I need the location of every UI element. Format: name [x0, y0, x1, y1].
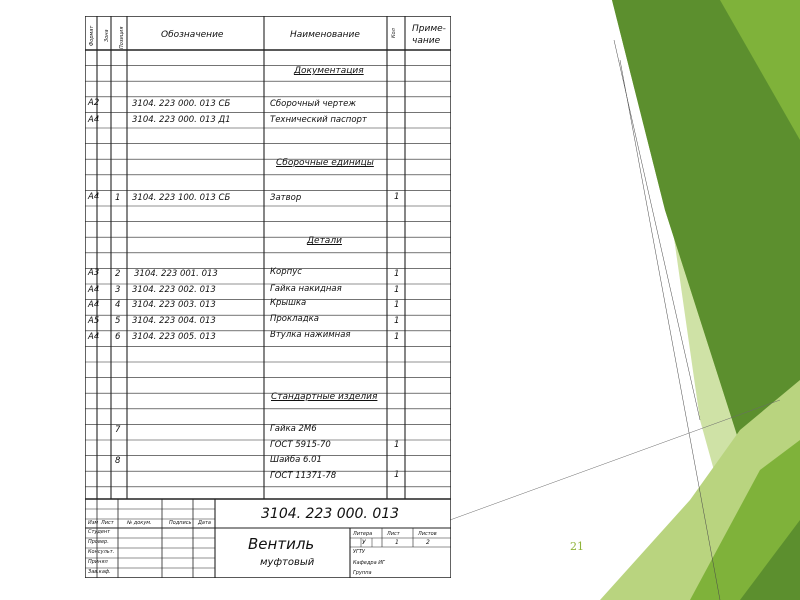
- row-4-pos: 2: [115, 269, 121, 279]
- tb-litera-label: Литера: [353, 531, 373, 537]
- row-6-qty: 1: [394, 300, 400, 310]
- row-1-designation: 3104. 223 000. 013 СБ: [132, 99, 231, 109]
- header-position: Позиция: [119, 26, 125, 49]
- title-block-subtitle: муфтовый: [260, 557, 315, 568]
- header-format: Формат: [89, 25, 95, 46]
- row-10-name: ГОСТ 5915-70: [270, 440, 331, 450]
- row-8-pos: 6: [115, 332, 121, 342]
- row-5-qty: 1: [394, 285, 400, 295]
- row-4-qty: 1: [394, 269, 400, 279]
- row-8-qty: 1: [394, 332, 400, 342]
- row-7-format: А5: [88, 316, 100, 326]
- tb-col-list: Лист: [101, 520, 114, 526]
- header-designation: Обозначение: [161, 30, 224, 40]
- row-9-name: Гайка 2М6: [270, 424, 317, 434]
- row-3-designation: 3104. 223 100. 013 СБ: [132, 193, 231, 203]
- tb-sheets-value: 2: [426, 539, 430, 546]
- row-10-qty: 1: [394, 440, 400, 450]
- tb-group: Группа: [353, 570, 372, 576]
- row-12-qty: 1: [394, 470, 400, 480]
- row-11-name: Шайба 6.01: [270, 455, 322, 465]
- row-8-name: Втулка нажимная: [270, 330, 351, 340]
- row-8-designation: 3104. 223 005. 013: [132, 332, 216, 342]
- row-4-format: А3: [88, 268, 100, 278]
- header-zone: Зона: [104, 29, 110, 42]
- tb-col-sign: Подпись: [169, 520, 192, 526]
- row-11-pos: 8: [115, 456, 121, 466]
- tb-sheet-label: Лист: [387, 531, 400, 537]
- row-6-format: А4: [88, 300, 100, 310]
- specification-sheet: [85, 16, 451, 578]
- row-5-designation: 3104. 223 002. 013: [132, 285, 216, 295]
- row-2-designation: 3104. 223 000. 013 Д1: [132, 115, 231, 125]
- title-block-code: 3104. 223 000. 013: [261, 506, 400, 522]
- row-2-name: Технический паспорт: [270, 115, 367, 125]
- tb-role-checked: Провер.: [88, 539, 109, 545]
- row-3-name: Затвор: [270, 193, 302, 203]
- tb-col-doc: № докум.: [127, 520, 152, 526]
- row-3-format: А4: [88, 192, 100, 202]
- header-note-2: чание: [412, 36, 441, 46]
- tb-litera-value: У: [362, 539, 366, 546]
- tb-role-student: Студент: [88, 529, 111, 535]
- tb-dept: Кафедра ИГ: [353, 560, 385, 566]
- row-4-name: Корпус: [270, 267, 302, 277]
- row-1-format: А2: [88, 98, 100, 108]
- row-2-format: А4: [88, 115, 100, 125]
- tb-role-head: Зав.каф.: [88, 569, 111, 575]
- tb-col-date: Дата: [198, 520, 211, 526]
- title-block-title: Вентиль: [248, 535, 315, 553]
- section-documentation: Документация: [294, 66, 364, 76]
- row-8-format: А4: [88, 332, 100, 342]
- row-6-name: Крышка: [270, 298, 307, 308]
- section-parts: Детали: [307, 236, 342, 246]
- row-4-designation: 3104. 223 001. 013: [134, 269, 218, 279]
- section-assemblies: Сборочные единицы: [276, 158, 374, 168]
- tb-sheets-label: Листов: [418, 531, 437, 537]
- tb-role-consult: Консульт.: [88, 549, 115, 555]
- row-7-pos: 5: [115, 316, 121, 326]
- row-3-qty: 1: [394, 192, 400, 202]
- row-9-pos: 7: [115, 425, 121, 435]
- tb-role-accepted: Принял: [88, 559, 108, 565]
- tb-col-izm: Изм: [88, 520, 99, 526]
- slide-number: 21: [570, 540, 584, 553]
- header-qty: Кол: [391, 28, 397, 38]
- row-12-name: ГОСТ 11371-78: [270, 471, 337, 481]
- tb-org: УГТУ: [353, 549, 365, 555]
- section-standard: Стандартные изделия: [271, 392, 378, 402]
- row-5-pos: 3: [115, 285, 121, 295]
- row-7-designation: 3104. 223 004. 013: [132, 316, 216, 326]
- tb-sheet-value: 1: [395, 539, 399, 546]
- row-6-pos: 4: [115, 300, 121, 310]
- row-5-format: А4: [88, 285, 100, 295]
- row-1-name: Сборочный чертеж: [270, 99, 356, 109]
- row-7-qty: 1: [394, 316, 400, 326]
- row-5-name: Гайка накидная: [270, 284, 342, 294]
- header-name: Наименование: [290, 30, 360, 40]
- row-7-name: Прокладка: [270, 314, 319, 324]
- header-note-1: Приме-: [412, 24, 446, 34]
- row-6-designation: 3104. 223 003. 013: [132, 300, 216, 310]
- row-3-pos: 1: [115, 193, 121, 203]
